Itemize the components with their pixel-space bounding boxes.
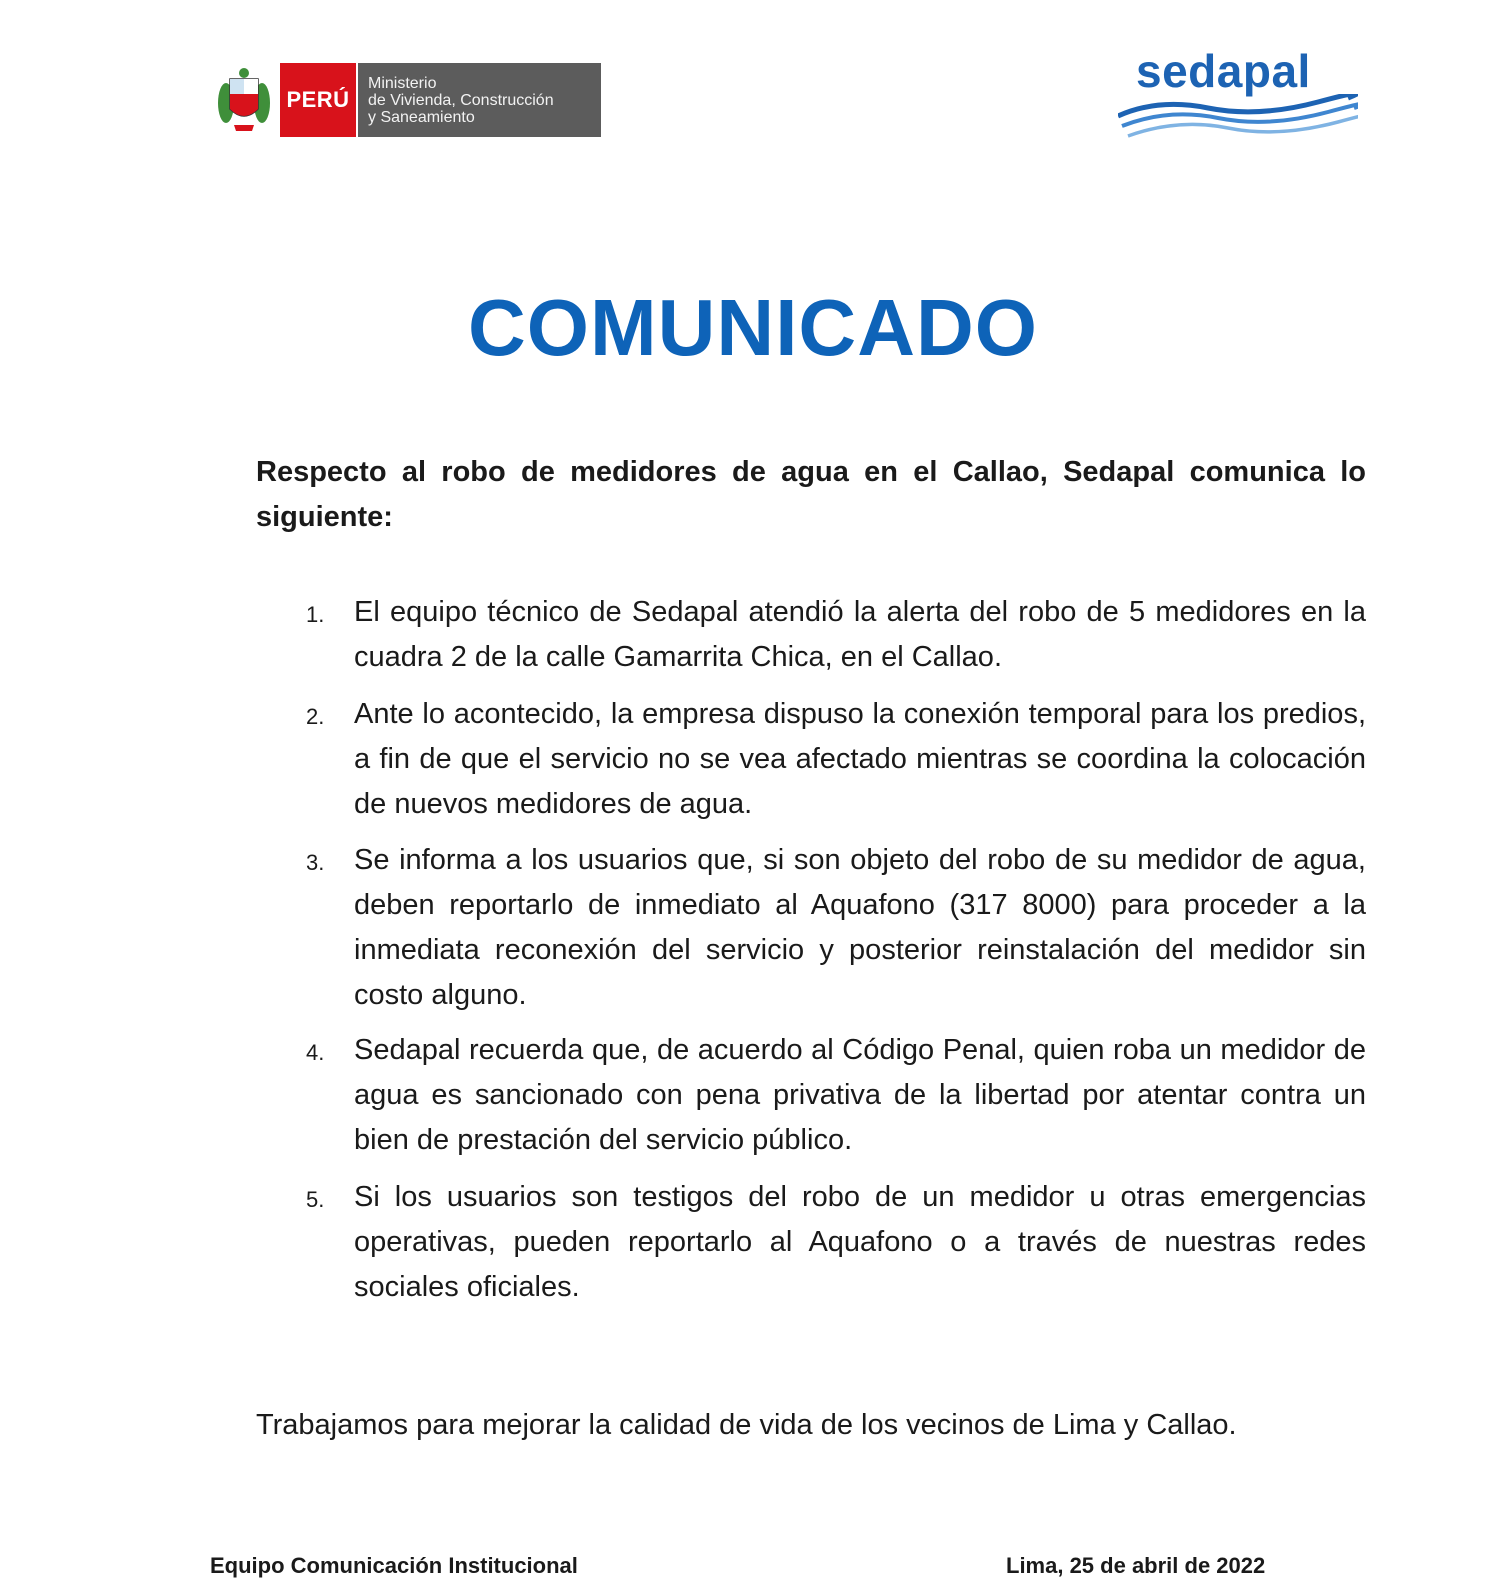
list-item-text: Se informa a los usuarios que, si son objeto del robo de su medidor de agua, deben reportarlo de inmediato al Aquafono (317 8000) para proceder a la inmediata reconexión del servicio y posterior reinstalación del medidor sin costo alguno. (354, 844, 1366, 1011)
list-item-number: 2. (306, 704, 325, 729)
peru-label: PERÚ (280, 63, 356, 137)
government-logo (216, 62, 601, 138)
ministry-line-2: de Vivienda, Construcción (368, 91, 554, 109)
ministry-line-1: Ministerio (368, 74, 437, 92)
list-item-number: 4. (306, 1040, 325, 1065)
list-item-number: 5. (306, 1187, 325, 1212)
footer-signature: Equipo Comunicación Institucional (210, 1553, 578, 1578)
page-title: COMUNICADO (468, 283, 1038, 372)
intro-paragraph: Respecto al robo de medidores de agua en el Callao, Sedapal comunica lo siguiente: (256, 456, 1366, 533)
sedapal-logo (1118, 44, 1358, 144)
list-item-text: El equipo técnico de Sedapal atendió la alerta del robo de 5 medidores en la cuadra 2 de la calle Gamarrita Chica, en el Callao. (354, 596, 1366, 673)
list-item (306, 692, 1366, 827)
peru-coat-of-arms-icon (216, 65, 272, 135)
list-item (306, 1028, 1366, 1163)
ministry-line-3: y Saneamiento (368, 108, 475, 126)
list-item-text: Sedapal recuerda que, de acuerdo al Código Penal, quien roba un medidor de agua es sancionado con pena privativa de la libertad por atentar contra un bien de prestación del servicio público. (354, 1034, 1366, 1156)
footer-date: Lima, 25 de abril de 2022 (1006, 1553, 1266, 1578)
list-item (306, 838, 1366, 1018)
water-waves-icon (1118, 94, 1358, 144)
sedapal-wordmark: sedapal (1136, 45, 1311, 97)
list-item-text: Ante lo acontecido, la empresa dispuso la conexión temporal para los predios, a fin de que el servicio no se vea afectado mientras se coordina la colocación de nuevos medidores de agua. (354, 698, 1366, 820)
list-item (306, 590, 1366, 680)
list-item-text: Si los usuarios son testigos del robo de un medidor u otras emergencias operativas, pueden reportarlo al Aquafono o a través de nuestras redes sociales oficiales. (354, 1181, 1366, 1303)
ministry-name (356, 63, 601, 137)
closing-statement: Trabajamos para mejorar la calidad de vida de los vecinos de Lima y Callao. (256, 1409, 1237, 1441)
list-item (306, 1175, 1366, 1310)
list-item-number: 3. (306, 850, 325, 875)
list-item-number: 1. (306, 602, 325, 627)
